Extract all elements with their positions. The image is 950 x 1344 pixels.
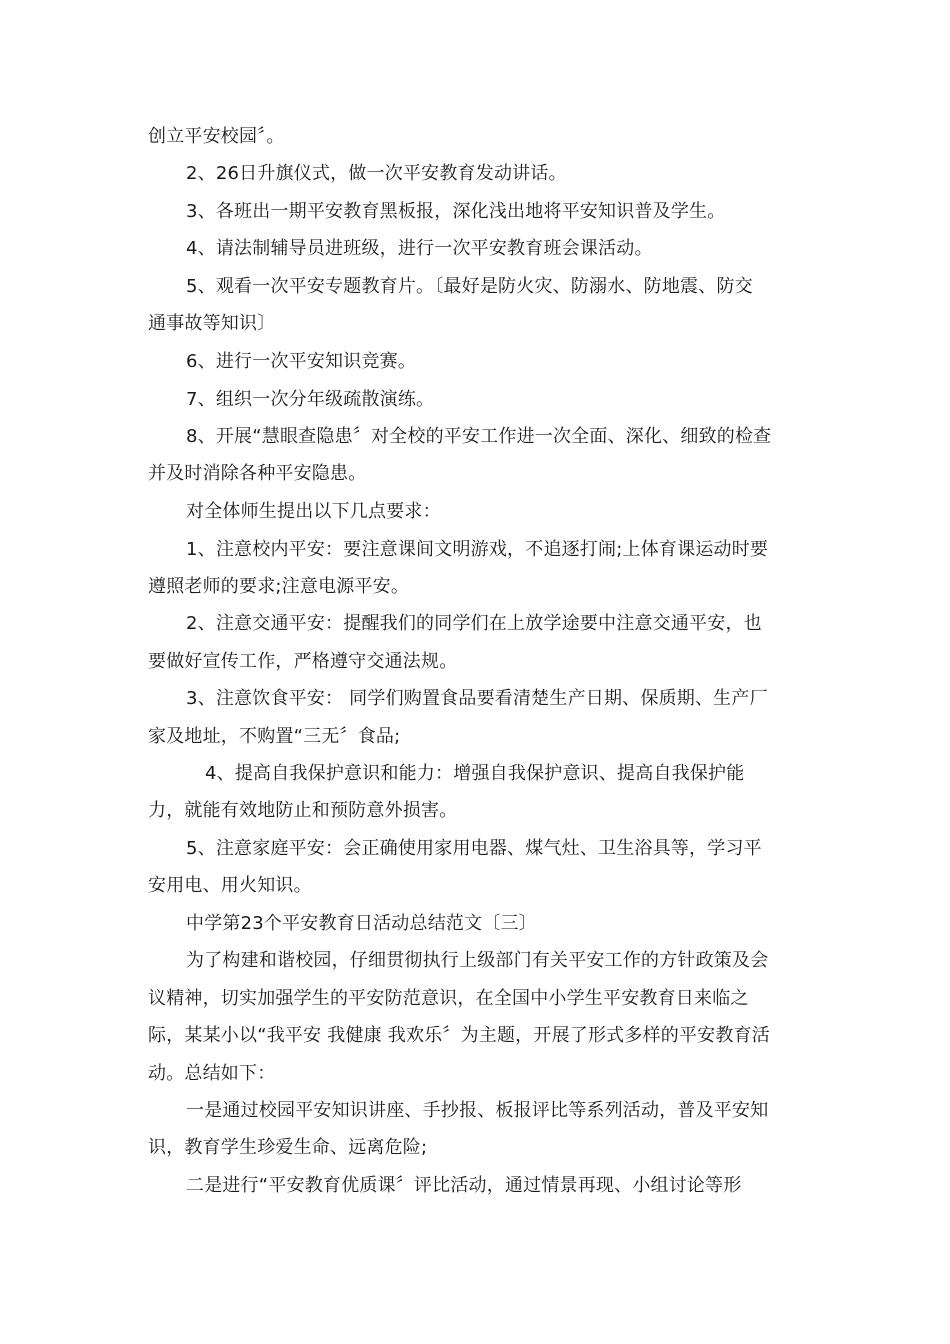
text-line: 遵照老师的要求;注意电源平安。 — [148, 576, 410, 597]
text-line: 为了构建和谐校园，仔细贯彻执行上级部门有关平安工作的方针政策及会 — [186, 950, 769, 971]
text-line: 7、组织一次分年级疏散演练。 — [186, 389, 435, 410]
text-line: 6、进行一次平安知识竞赛。 — [186, 351, 417, 372]
text-line: 8、开展“慧眼查隐患〞对全校的平安工作进一次全面、深化、细致的检查 — [186, 426, 772, 447]
text-line: 识，教育学生珍爱生命、远离危险; — [148, 1137, 428, 1158]
text-line: 一是通过校园平安知识讲座、手抄报、板报评比等系列活动，普及平安知 — [186, 1100, 769, 1121]
text-line: 安用电、用火知识。 — [148, 875, 312, 896]
text-line: 4、请法制辅导员进班级，进行一次平安教育班会课活动。 — [186, 238, 653, 259]
text-line: 通事故等知识〕 — [148, 313, 276, 334]
text-line: 要做好宣传工作，严格遵守交通法规。 — [148, 651, 458, 672]
text-line: 对全体师生提出以下几点要求： — [186, 501, 441, 522]
text-line: 家及地址，不购置“三无〞食品; — [148, 726, 401, 747]
text-line: 创立平安校园〞。 — [148, 126, 285, 147]
text-line: 二是进行“平安教育优质课〞评比活动，通过情景再现、小组讨论等形 — [186, 1175, 742, 1196]
text-line: 5、注意家庭平安：会正确使用家用电器、煤气灶、卫生浴具等，学习平 — [186, 838, 762, 859]
text-line: 1、注意校内平安：要注意课间文明游戏，不追逐打闹;上体育课运动时要 — [186, 539, 769, 560]
text-line: 议精神，切实加强学生的平安防范意识，在全国中小学生平安教育日来临之 — [148, 988, 749, 1009]
text-line: 2、26日升旗仪式，做一次平安教育发动讲话。 — [186, 163, 567, 184]
text-line: 并及时消除各种平安隐患。 — [148, 463, 367, 484]
section-heading: 中学第23个平安教育日活动总结范文〔三〕 — [186, 913, 537, 934]
text-line: 力，就能有效地防止和预防意外损害。 — [148, 800, 458, 821]
text-line: 3、各班出一期平安教育黑板报，深化浅出地将平安知识普及学生。 — [186, 201, 726, 222]
text-line: 动。总结如下： — [148, 1063, 276, 1084]
text-line: 3、注意饮食平安： 同学们购置食品要看清楚生产日期、保质期、生产厂 — [186, 688, 768, 709]
text-line: 4、提高自我保护意识和能力：增强自我保护意识、提高自我保护能 — [205, 763, 745, 784]
text-line: 际，某某小以“我平安 我健康 我欢乐〞为主题，开展了形式多样的平安教育活 — [148, 1025, 770, 1046]
text-line: 2、注意交通平安：提醒我们的同学们在上放学途要中注意交通平安，也 — [186, 613, 762, 634]
text-line: 5、观看一次平安专题教育片。〔最好是防火灾、防溺水、防地震、防交 — [186, 276, 753, 297]
